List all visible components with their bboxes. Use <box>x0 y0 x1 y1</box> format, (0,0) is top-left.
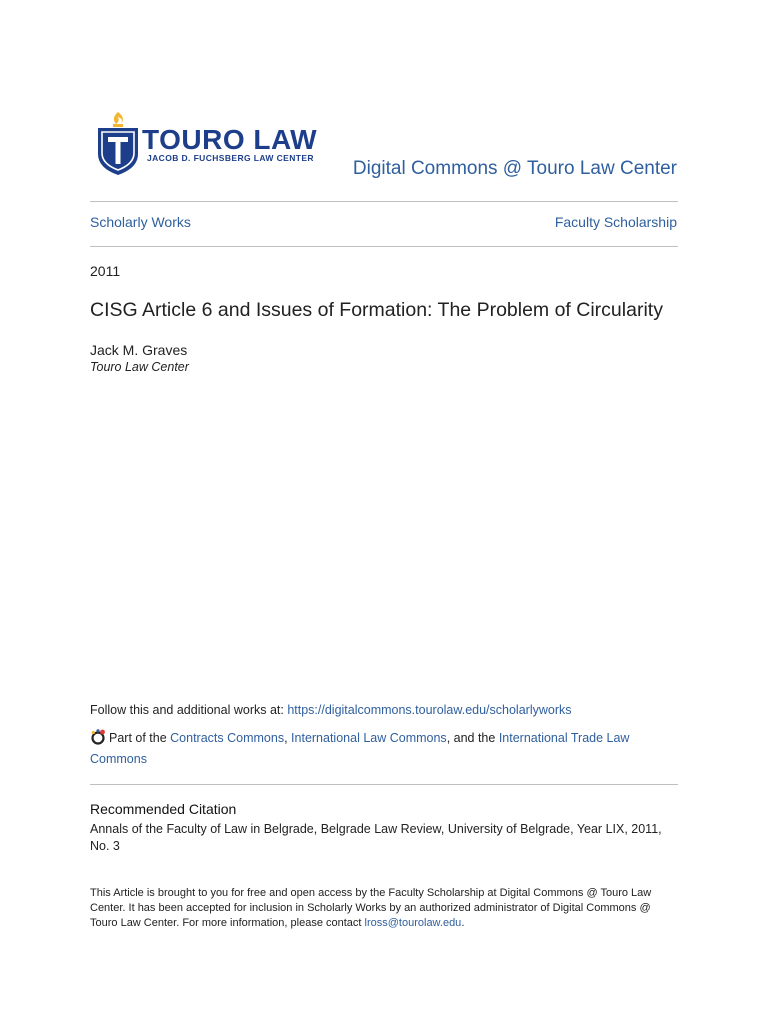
separator: , and the <box>446 731 499 745</box>
touro-shield-torch-icon <box>96 110 140 176</box>
faculty-scholarship-link[interactable]: Faculty Scholarship <box>554 214 677 230</box>
divider <box>90 246 678 247</box>
international-trade-law-commons-link[interactable]: International Trade Law Commons <box>90 731 630 766</box>
international-law-commons-link[interactable]: International Law Commons <box>291 731 447 745</box>
publication-year: 2011 <box>90 263 121 279</box>
author-affiliation: Touro Law Center <box>90 360 189 374</box>
logo-subtitle: JACOB D. FUCHSBERG LAW CENTER <box>147 153 314 163</box>
scholarly-works-link[interactable]: Scholarly Works <box>90 214 191 230</box>
part-of-line <box>90 728 660 770</box>
follow-label: Follow this and additional works at: <box>90 703 288 717</box>
open-access-network-icon <box>90 729 106 745</box>
article-title: CISG Article 6 and Issues of Formation: The Problem of Circularity <box>90 299 663 321</box>
follow-line <box>90 703 571 717</box>
separator: , <box>284 731 292 745</box>
divider <box>90 201 678 202</box>
touro-law-logo[interactable] <box>96 110 326 178</box>
citation-heading: Recommended Citation <box>90 801 237 817</box>
author-name: Jack M. Graves <box>90 342 188 358</box>
part-of-prefix: Part of the <box>109 731 171 745</box>
access-notice-end: . <box>461 917 465 929</box>
access-notice-text: This Article is brought to you for free and open access by the Faculty Scholarship at Digital Commons @ Touro Law Center. It has been accepted for inclusion in Scholarly Works by an authorized administrator of Digital Commons @ Touro Law Center. For more information, please contact <box>90 887 652 929</box>
repository-link[interactable]: Digital Commons @ Touro Law Center <box>352 158 677 179</box>
logo-title: TOURO LAW <box>142 124 318 155</box>
contact-email-link[interactable]: lross@tourolaw.edu <box>364 917 462 929</box>
scholarly-works-url[interactable]: https://digitalcommons.tourolaw.edu/scholarlyworks <box>287 703 572 717</box>
divider <box>90 784 678 785</box>
access-notice <box>90 886 680 931</box>
contracts-commons-link[interactable]: Contracts Commons <box>170 731 285 745</box>
citation-text: Annals of the Faculty of Law in Belgrade, Belgrade Law Review, University of Belgrade, Year LIX, 2011, No. 3 <box>90 822 662 853</box>
